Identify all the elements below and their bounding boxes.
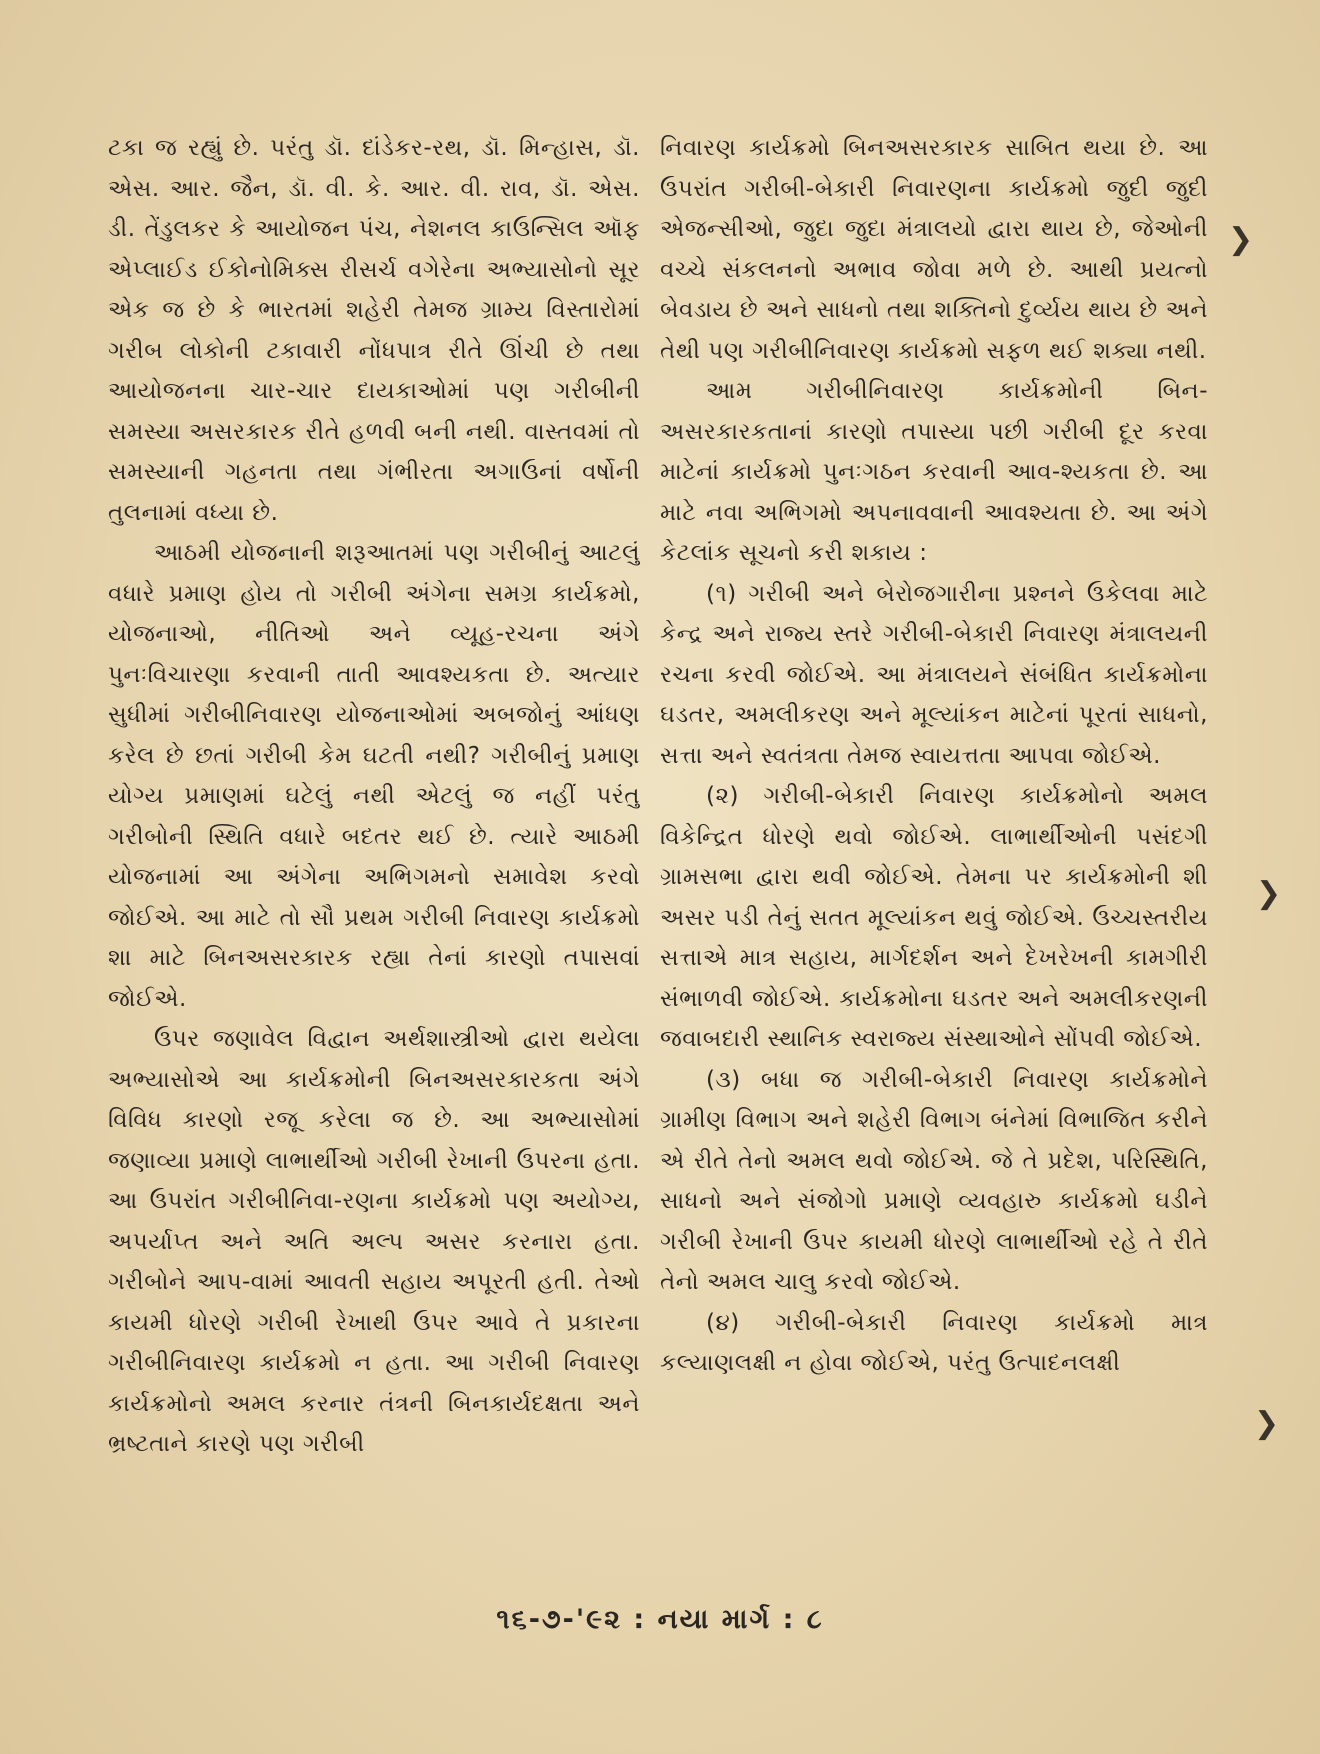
margin-mark-2: ❯ <box>1256 876 1282 911</box>
left-paragraph-2: આઠમી યોજનાની શરૂઆતમાં પણ ગરીબીનું આટલું વધારે પ્રમાણ હોય તો ગરીબી અંગેના સમગ્ર કાર્યક્રમો, યોજનાઓ, નીતિઓ અને વ્યૂહ-રચના અંગે પુનઃવિચારણા કરવાની તાતી આવશ્યકતા છે. અત્યાર સુધીમાં ગરીબીનિવારણ યોજનાઓમાં અબજોનું આંધણ કરેલ છે છતાં ગરીબી કેમ ઘટતી નથી? ગરીબીનું પ્રમાણ યોગ્ય પ્રમાણમાં ઘટેલું નથી એટલું જ નહીં પરંતુ ગરીબોની સ્થિતિ વધારે બદતર થઈ છે. ત્યારે આઠમી યોજનામાં આ અંગેના અભિગમનો સમાવેશ કરવો જોઈએ. આ માટે તો સૌ પ્રથમ ગરીબી નિવારણ કાર્યક્રમો શા માટે બિનઅસરકારક રહ્યા તેનાં કારણો તપાસવાં જોઈએ. <box>108 540 640 1012</box>
page-footer: ૧૬-૭-'૯૨ : નયા માર્ગ : ૮ <box>496 1604 824 1635</box>
right-paragraph-6: (૪) ગરીબી-બેકારી નિવારણ કાર્યક્રમો માત્ર કલ્યાણલક્ષી ન હોવા જોઈએ, પરંતુ ઉત્પાદનલક્ષી <box>660 1309 1208 1376</box>
margin-mark-3: ❯ <box>1254 1406 1280 1441</box>
right-paragraph-2: આમ ગરીબીનિવારણ કાર્યક્રમોની બિન-અસરકારકતાનાં કારણો તપાસ્યા પછી ગરીબી દૂર કરવા માટેનાં કાર્યક્રમો પુનઃગઠન કરવાની આવ-શ્યકતા છે. આ માટે નવા અભિગમો અપનાવવાની આવશ્યતા છે. આ અંગે કેટલાંક સૂચનો કરી શકાય : <box>660 378 1208 566</box>
left-paragraph-1: ટકા જ રહ્યું છે. પરંતુ ડૉ. દાંડેકર-રથ, ડૉ. મિન્હાસ, ડૉ. એસ. આર. જૈન, ડૉ. વી. કે. આર. વી. રાવ, ડૉ. એસ. ડી. તેંડુલકર કે આયોજન પંચ, નેશનલ કાઉન્સિલ ઑફ એપ્લાઈડ ઈકોનોમિક્સ રીસર્ચ વગેરેના અભ્યાસોનો સૂર એક જ છે કે ભારતમાં શહેરી તેમજ ગ્રામ્ય વિસ્તારોમાં ગરીબ લોકોની ટકાવારી નોંધપાત્ર રીતે ઊંચી છે તથા આયોજનના ચાર-ચાર દાયકાઓમાં પણ ગરીબીની સમસ્યા અસરકારક રીતે હળવી બની નથી. વાસ્તવમાં તો સમસ્યાની ગહનતા તથા ગંભીરતા અગાઉનાં વર્ષોની તુલનામાં વધ્યા છે. <box>108 135 640 526</box>
right-column <box>660 128 1208 1384</box>
margin-mark-1: ❯ <box>1228 222 1254 257</box>
right-paragraph-1: નિવારણ કાર્યક્રમો બિનઅસરકારક સાબિત થયા છે. આ ઉપરાંત ગરીબી-બેકારી નિવારણના કાર્યક્રમો જુદી જુદી એજન્સીઓ, જુદા જુદા મંત્રાલયો દ્વારા થાય છે, જેઓની વચ્ચે સંકલનનો અભાવ જોવા મળે છે. આથી પ્રયત્નો બેવડાય છે અને સાધનો તથા શક્તિનો દુર્વ્યય થાય છે અને તેથી પણ ગરીબીનિવારણ કાર્યક્રમો સફળ થઈ શક્યા નથી. <box>660 135 1208 364</box>
left-paragraph-3: ઉપર જણાવેલ વિદ્વાન અર્થશાસ્ત્રીઓ દ્વારા થયેલા અભ્યાસોએ આ કાર્યક્રમોની બિનઅસરકારકતા અંગે વિવિધ કારણો રજૂ કરેલા જ છે. આ અભ્યાસોમાં જણાવ્યા પ્રમાણે લાભાર્થીઓ ગરીબી રેખાની ઉપરના હતા. આ ઉપરાંત ગરીબીનિવા-રણના કાર્યક્રમો પણ અયોગ્ય, અપર્યાપ્ત અને અતિ અલ્પ અસર કરનારા હતા. ગરીબોને આપ-વામાં આવતી સહાય અપૂરતી હતી. તેઓ કાયમી ધોરણે ગરીબી રેખાથી ઉપર આવે તે પ્રકારના ગરીબીનિવારણ કાર્યક્રમો ન હતા. આ ગરીબી નિવારણ કાર્યક્રમોનો અમલ કરનાર તંત્રની બિનકાર્યદક્ષતા અને ભ્રષ્ટતાને કારણે પણ ગરીબી <box>108 1026 640 1457</box>
left-column <box>108 128 640 1465</box>
right-paragraph-4: (૨) ગરીબી-બેકારી નિવારણ કાર્યક્રમોનો અમલ વિકેન્દ્રિત ધોરણે થવો જોઈએ. લાભાર્થીઓની પસંદગી ગ્રામસભા દ્વારા થવી જોઈએ. તેમના પર કાર્યક્રમોની શી અસર પડી તેનું સતત મૂલ્યાંકન થવું જોઈએ. ઉચ્ચસ્તરીય સત્તાએ માત્ર સહાય, માર્ગદર્શન અને દેખરેખની કામગીરી સંભાળવી જોઈએ. કાર્યક્રમોના ઘડતર અને અમલીકરણની જવાબદારી સ્થાનિક સ્વરાજ્ય સંસ્થાઓને સોંપવી જોઈએ. <box>660 783 1208 1052</box>
right-paragraph-3: (૧) ગરીબી અને બેરોજગારીના પ્રશ્નને ઉકેલવા માટે કેન્દ્ર અને રાજ્ય સ્તરે ગરીબી-બેકારી નિવારણ મંત્રાલયની રચના કરવી જોઈએ. આ મંત્રાલયને સંબંધિત કાર્યક્રમોના ઘડતર, અમલીકરણ અને મૂલ્યાંકન માટેનાં પૂરતાં સાધનો, સત્તા અને સ્વતંત્રતા તેમજ સ્વાયત્તતા આપવા જોઈએ. <box>660 580 1208 769</box>
right-paragraph-5: (૩) બધા જ ગરીબી-બેકારી નિવારણ કાર્યક્રમોને ગ્રામીણ વિભાગ અને શહેરી વિભાગ બંનેમાં વિભાજિત કરીને એ રીતે તેનો અમલ થવો જોઈએ. જે તે પ્રદેશ, પરિસ્થિતિ, સાધનો અને સંજોગો પ્રમાણે વ્યવહારુ કાર્યક્રમો ઘડીને ગરીબી રેખાની ઉપર કાયમી ધોરણે લાભાર્થીઓ રહે તે રીતે તેનો અમલ ચાલુ કરવો જોઈએ. <box>660 1066 1208 1295</box>
